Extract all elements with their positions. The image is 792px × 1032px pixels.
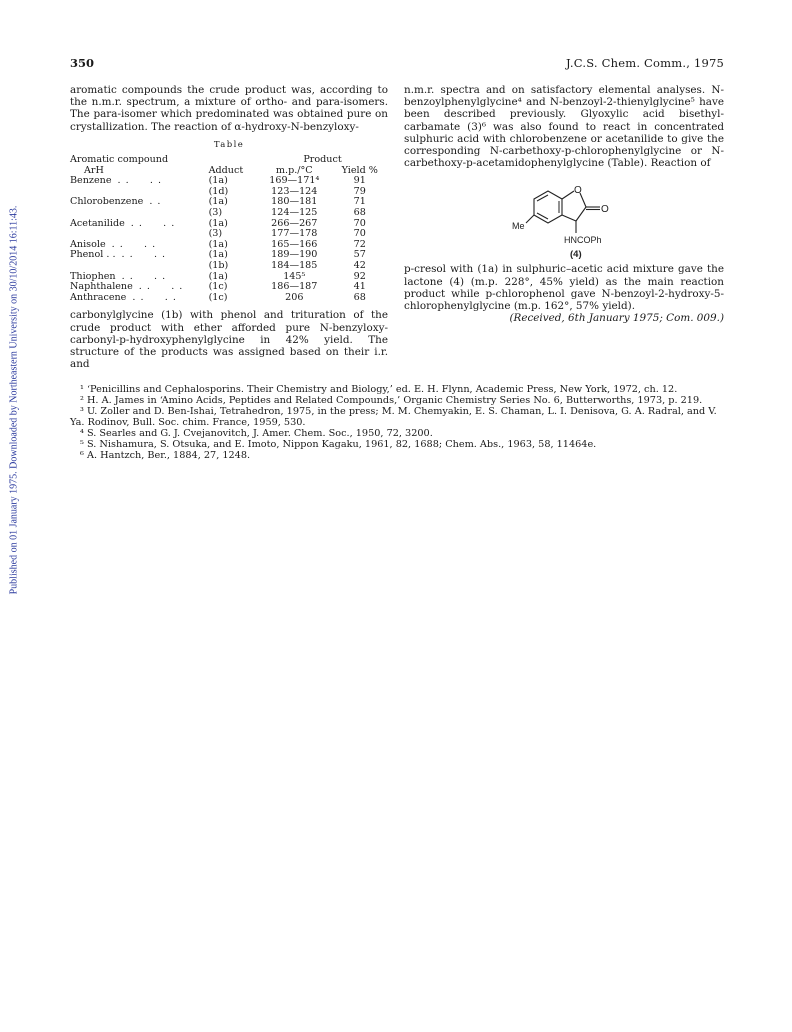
- cell-yield: 41: [353, 281, 366, 293]
- cell-mp: 206: [285, 291, 304, 303]
- cell-adduct: (3): [208, 206, 223, 218]
- reference-6: ⁶ A. Hantzch, Ber., 1884, 27, 1248.: [80, 450, 251, 461]
- table-row: [70, 261, 388, 272]
- leader-dots: . . . .: [132, 291, 177, 303]
- cell-mp: 165—166: [271, 238, 318, 250]
- cell-mp: 186—187: [271, 281, 318, 293]
- compound-4-label: (4): [570, 249, 582, 261]
- cell-adduct: (1d): [208, 185, 229, 197]
- cell-yield: 57: [353, 249, 366, 261]
- download-watermark-text: Published on 01 January 1975. Downloaded by Northeastern University on 30/10/2014 16:11:43.: [8, 205, 20, 595]
- cell-yield: 79: [353, 185, 366, 197]
- ring-oxygen-label: O: [574, 185, 582, 197]
- reference-4: ⁴ S. Searles and G. J. Cvejanovitch, J. Amer. Chem. Soc., 1950, 72, 3200.: [80, 428, 433, 439]
- cell-mp: 177—178: [271, 228, 318, 240]
- cell-mp: 169—171⁴: [269, 175, 320, 187]
- cell-mp: 184—185: [271, 259, 318, 271]
- leader-dots: . . . .: [138, 281, 184, 293]
- cell-yield: 72: [353, 238, 366, 250]
- cell-compound: [70, 293, 209, 304]
- journal-title: J.C.S. Chem. Comm., 1975: [566, 56, 724, 70]
- cell-yield: 71: [353, 196, 366, 208]
- cell-yield: 42: [353, 259, 366, 271]
- cell-adduct: (1a): [208, 249, 228, 261]
- references: [70, 384, 724, 461]
- reference-1: ¹ ‘Penicillins and Cephalosporins. Their Chemistry and Biology,’ ed. E. H. Flynn, Academic Press, New York, 1972, ch. 12.: [80, 384, 678, 395]
- compound-name: Anthracene: [70, 291, 127, 303]
- leader-dots: . . . .: [121, 249, 167, 261]
- cell-compound: [70, 250, 209, 261]
- table-row: [70, 240, 388, 251]
- page-number: 350: [70, 56, 95, 70]
- cell-adduct: (3): [208, 228, 223, 240]
- cell-compound: [70, 219, 209, 230]
- reference-3: ³ U. Zoller and D. Ben-Ishai, Tetrahedron, 1975, in the press; M. M. Chemyakin, E. S. Chaman, L. I. Denisova, G. A. Radral, and V. Ya. Rodinov, Bull. Soc. chim. France, 1959, 530.: [70, 406, 717, 428]
- results-table-block: [70, 139, 388, 304]
- table-row: [70, 176, 388, 187]
- cell-adduct: (1a): [208, 196, 228, 208]
- header-aromatic-compound: Aromatic compound: [70, 154, 169, 166]
- cell-yield: 68: [353, 291, 366, 303]
- cell-compound: [70, 197, 209, 208]
- cell-adduct: (1a): [208, 238, 228, 250]
- lactone-structure: [404, 177, 724, 261]
- cell-yield: 68: [353, 206, 366, 218]
- leader-dots: . . . .: [111, 238, 157, 250]
- leader-dots: . . . .: [130, 217, 176, 229]
- carbonyl-oxygen-label: O: [601, 204, 609, 216]
- table-row: [70, 250, 388, 261]
- cell-mp: 124—125: [271, 206, 318, 218]
- reference-2: ² H. A. James in ‘Amino Acids, Peptides and Related Compounds,’ Organic Chemistry Series No. 6, Butterworths, 1973, p. 219.: [80, 395, 703, 406]
- cell-yield: 92: [353, 270, 366, 282]
- page-header: [70, 56, 724, 70]
- right-paragraph-2: p-cresol with (1a) in sulphuric–acetic acid mixture gave the lactone (4) (m.p. 228°, 45% yield) as the main reaction product while p-chlorophenol gave N-benzoyl-2-hydroxy-5-chlorophenylglycine (m.p. 162°, 57% yield).: [404, 263, 724, 313]
- compound-name: Phenol . .: [70, 249, 116, 261]
- table-row: [70, 293, 388, 304]
- left-paragraph-2: carbonylglycine (1b) with phenol and trituration of the crude product with ether afforded pure N-benzyloxy-carbonyl-p-hydroxyphenylglycine in 42% yield. The structure of the products was assigned based on their i.r. and: [70, 309, 388, 371]
- compound-name: Benzene: [70, 175, 112, 187]
- cell-yield: 70: [353, 217, 366, 229]
- leader-dots: . . . .: [117, 175, 163, 187]
- cell-adduct: (1a): [208, 175, 228, 187]
- leader-dots: . . . .: [121, 270, 167, 282]
- right-paragraph-1: n.m.r. spectra and on satisfactory elemental analyses. N-benzoylphenylglycine⁴ and N-benzoyl-2-thienylglycine⁵ have been described previously. Glyoxylic acid bisethyl-carbamate (3)⁶ was also found to react in concentrated sulphuric acid with chlorobenzene or acetanilide to give the corresponding N-carbethoxy-p-chlorophenylglycine or N-carbethoxy-p-acetamidophenylglycine (Table). Reaction of: [404, 84, 724, 170]
- cell-adduct: (1b): [208, 259, 229, 271]
- cell-mp: 266—267: [271, 217, 318, 229]
- results-table: [70, 155, 388, 303]
- header-mp: m.p./°C: [275, 164, 313, 176]
- cell-mp: 189—190: [271, 249, 318, 261]
- leader-dots: . .: [149, 196, 162, 208]
- cell-adduct: (1a): [208, 270, 228, 282]
- cell-adduct: (1c): [208, 281, 228, 293]
- compound-name: Acetanilide: [70, 217, 125, 229]
- right-column: [404, 84, 724, 324]
- header-product: Product: [303, 154, 342, 166]
- cell-compound: [70, 176, 209, 187]
- cell-mp: 145⁵: [283, 270, 306, 282]
- header-adduct: Adduct: [208, 164, 244, 176]
- reference-5: ⁵ S. Nishamura, S. Otsuka, and E. Imoto, Nippon Kagaku, 1961, 82, 1688; Chem. Abs., 1963, 58, 11464e.: [80, 439, 597, 450]
- lactone-structure-drawing: [512, 177, 634, 261]
- table-row: [70, 219, 388, 230]
- compound-name: Thiophen: [70, 270, 116, 282]
- methyl-label: Me: [512, 221, 525, 232]
- table-title: Table: [213, 139, 245, 150]
- cell-adduct: (1a): [208, 217, 228, 229]
- received-date: (Received, 6th January 1975; Com. 009.): [509, 312, 724, 325]
- cell-yield: 70: [353, 228, 366, 240]
- table-row: [70, 197, 388, 208]
- download-watermark: [6, 180, 22, 620]
- cell-yield: 91: [353, 175, 366, 187]
- header-yield: Yield %: [341, 164, 378, 176]
- left-column: [70, 84, 388, 370]
- compound-name: Anisole: [70, 238, 106, 250]
- left-paragraph-1: aromatic compounds the crude product was, according to the n.m.r. spectrum, a mixture of ortho- and para-isomers. The para-isomer which predominated was obtained pure on crystallization. The reaction of α-hydroxy-N-benzyloxy-: [70, 84, 388, 133]
- compound-name: Naphthalene: [70, 281, 133, 293]
- cell-mp: 180—181: [271, 196, 318, 208]
- header-arh: ArH: [84, 164, 104, 176]
- compound-name: Chlorobenzene: [70, 196, 144, 208]
- cell-mp: 123—124: [271, 185, 318, 197]
- amide-label: HNCOPh: [564, 235, 602, 246]
- cell-adduct: (1c): [208, 291, 228, 303]
